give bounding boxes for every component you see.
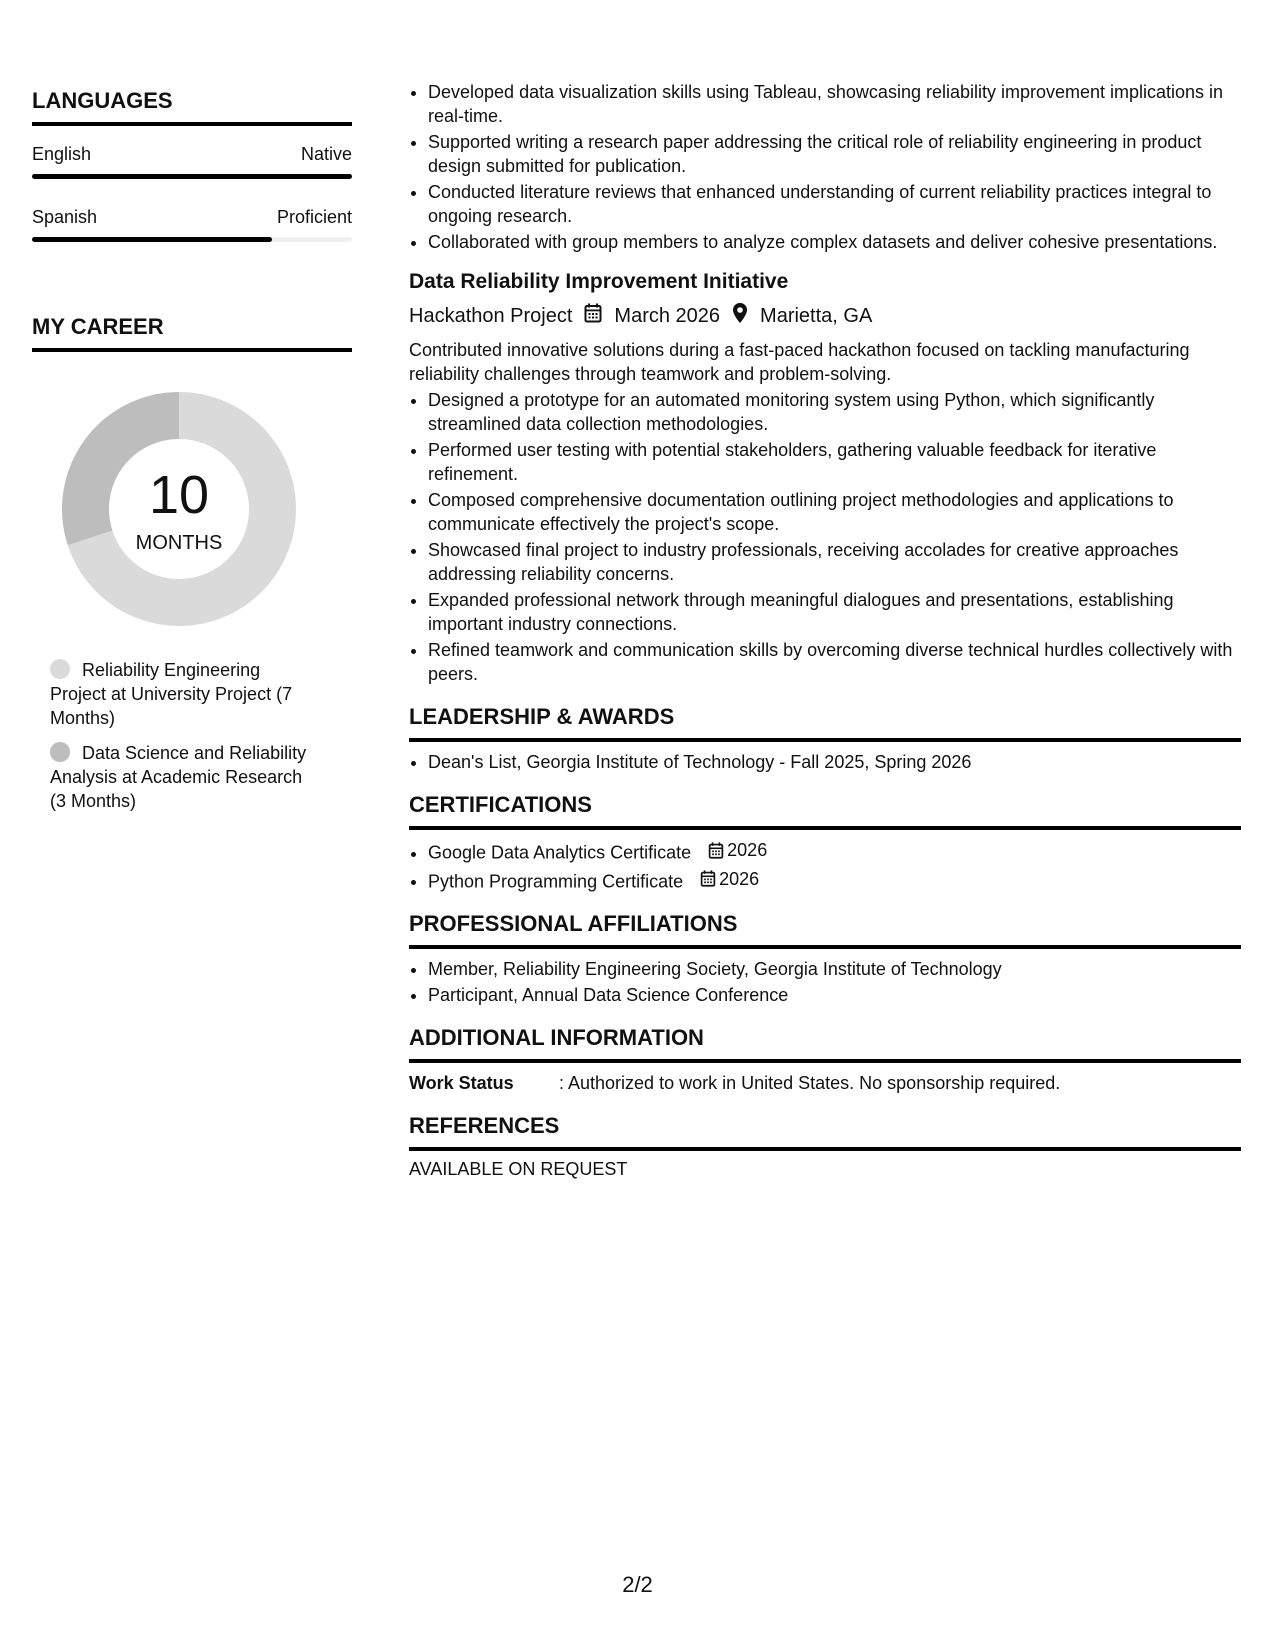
bullet-item: • Dean's List, Georgia Institute of Technology - Fall 2025, Spring 2026 — [428, 750, 1241, 774]
affiliations-section — [409, 911, 1241, 1007]
project-entry — [409, 270, 1241, 686]
certifications-section — [409, 792, 1241, 893]
experience-continued-bullets — [409, 80, 1241, 254]
certification-item — [428, 838, 1241, 865]
bullet-item: • Performed user testing with potential stakeholders, gathering valuable feedback for iterative refinement. — [428, 438, 1241, 486]
bullet-item: • Refined teamwork and communication skills by overcoming diverse technical hurdles collectively with peers. — [428, 638, 1241, 686]
certifications-heading: CERTIFICATIONS — [409, 792, 1241, 830]
work-status-label: Work Status — [409, 1073, 514, 1093]
certification-year: 2026 — [719, 868, 760, 889]
certifications-list — [409, 838, 1241, 893]
bullet-item: • Composed comprehensive documentation outlining project methodologies and applications to communicate effectively the project's scope. — [428, 488, 1241, 536]
bullet-item: • Developed data visualization skills using Tableau, showcasing reliability improvement implications in real-time. — [428, 80, 1241, 128]
career-months-label: MONTHS — [135, 532, 223, 554]
career-heading: MY CAREER — [32, 314, 352, 352]
bullet-item: • Conducted literature reviews that enhanced understanding of current reliability practices integral to ongoing research. — [428, 180, 1241, 228]
location-pin-icon — [732, 302, 748, 330]
legend-dot — [50, 742, 70, 762]
project-meta — [409, 302, 1241, 330]
work-status-value: : Authorized to work in United States. No sponsorship required. — [559, 1073, 1061, 1093]
work-status-row — [409, 1071, 1241, 1095]
leadership-heading: LEADERSHIP & AWARDS — [409, 704, 1241, 742]
language-name: English — [32, 144, 92, 164]
additional-info-section — [409, 1025, 1241, 1095]
certification-year: 2026 — [727, 840, 768, 860]
languages-section — [32, 88, 352, 242]
project-location: Marietta, GA — [760, 304, 873, 327]
language-name: Spanish — [32, 207, 98, 227]
page-number: 2/2 — [622, 1572, 653, 1597]
language-level: Native — [300, 144, 352, 164]
certification-item — [428, 867, 1241, 894]
right-column — [409, 80, 1241, 1180]
project-description: Contributed innovative solutions during a fast-paced hackathon focused on tackling manufacturing reliability challenges through teamwork and problem-solving. — [409, 340, 1190, 384]
bullet-item: • Supported writing a research paper addressing the critical role of reliability engineering in product design submitted for publication. — [428, 130, 1241, 178]
references-text: AVAILABLE ON REQUEST — [409, 1159, 628, 1179]
affiliations-heading: PROFESSIONAL AFFILIATIONS — [409, 911, 1241, 949]
project-type: Hackathon Project — [409, 304, 573, 327]
legend-item — [50, 658, 318, 730]
legend-item — [50, 741, 318, 813]
leadership-section — [409, 704, 1241, 774]
references-heading: REFERENCES — [409, 1113, 1241, 1151]
calendar-icon — [700, 870, 716, 887]
bullet-item: • Expanded professional network through meaningful dialogues and presentations, establishing important industry connections. — [428, 588, 1241, 636]
language-proficiency-bar — [32, 237, 352, 242]
leadership-list — [409, 750, 1241, 774]
career-section — [32, 314, 352, 813]
bullet-item: • Member, Reliability Engineering Society, Georgia Institute of Technology — [428, 957, 1241, 981]
language-proficiency-fill — [32, 174, 352, 179]
additional-info-heading: ADDITIONAL INFORMATION — [409, 1025, 1241, 1063]
language-item — [32, 144, 352, 179]
project-bullets — [409, 388, 1241, 686]
career-total-months: 10 — [148, 465, 210, 525]
bullet-item: • Collaborated with group members to analyze complex datasets and deliver cohesive presentations. — [428, 230, 1241, 254]
project-date: March 2026 — [614, 304, 721, 327]
project-title: Data Reliability Improvement Initiative — [409, 270, 789, 293]
calendar-icon — [708, 842, 724, 859]
bullet-item: • Showcased final project to industry professionals, receiving accolades for creative approaches addressing reliability concerns. — [428, 538, 1241, 586]
calendar-icon — [584, 303, 602, 329]
left-column — [32, 88, 352, 824]
legend-label: Reliability Engineering Project at University Project (7 Months) — [50, 660, 293, 728]
language-proficiency-fill — [32, 237, 272, 242]
language-item — [32, 207, 352, 242]
bullet-item: • Designed a prototype for an automated monitoring system using Python, which significantly streamlined data collection methodologies. — [428, 388, 1241, 436]
legend-dot — [50, 659, 70, 679]
languages-heading: LANGUAGES — [32, 88, 352, 126]
career-legend — [50, 658, 318, 813]
language-proficiency-bar — [32, 174, 352, 179]
language-level: Proficient — [276, 207, 352, 227]
references-section — [409, 1113, 1241, 1180]
career-donut-chart — [56, 386, 302, 632]
affiliations-list — [409, 957, 1241, 1007]
certification-name: Google Data Analytics Certificate — [428, 842, 692, 863]
certification-name: Python Programming Certificate — [428, 871, 684, 891]
legend-label: Data Science and Reliability Analysis at Academic Research (3 Months) — [50, 743, 307, 811]
bullet-item: • Participant, Annual Data Science Conference — [428, 983, 1241, 1007]
